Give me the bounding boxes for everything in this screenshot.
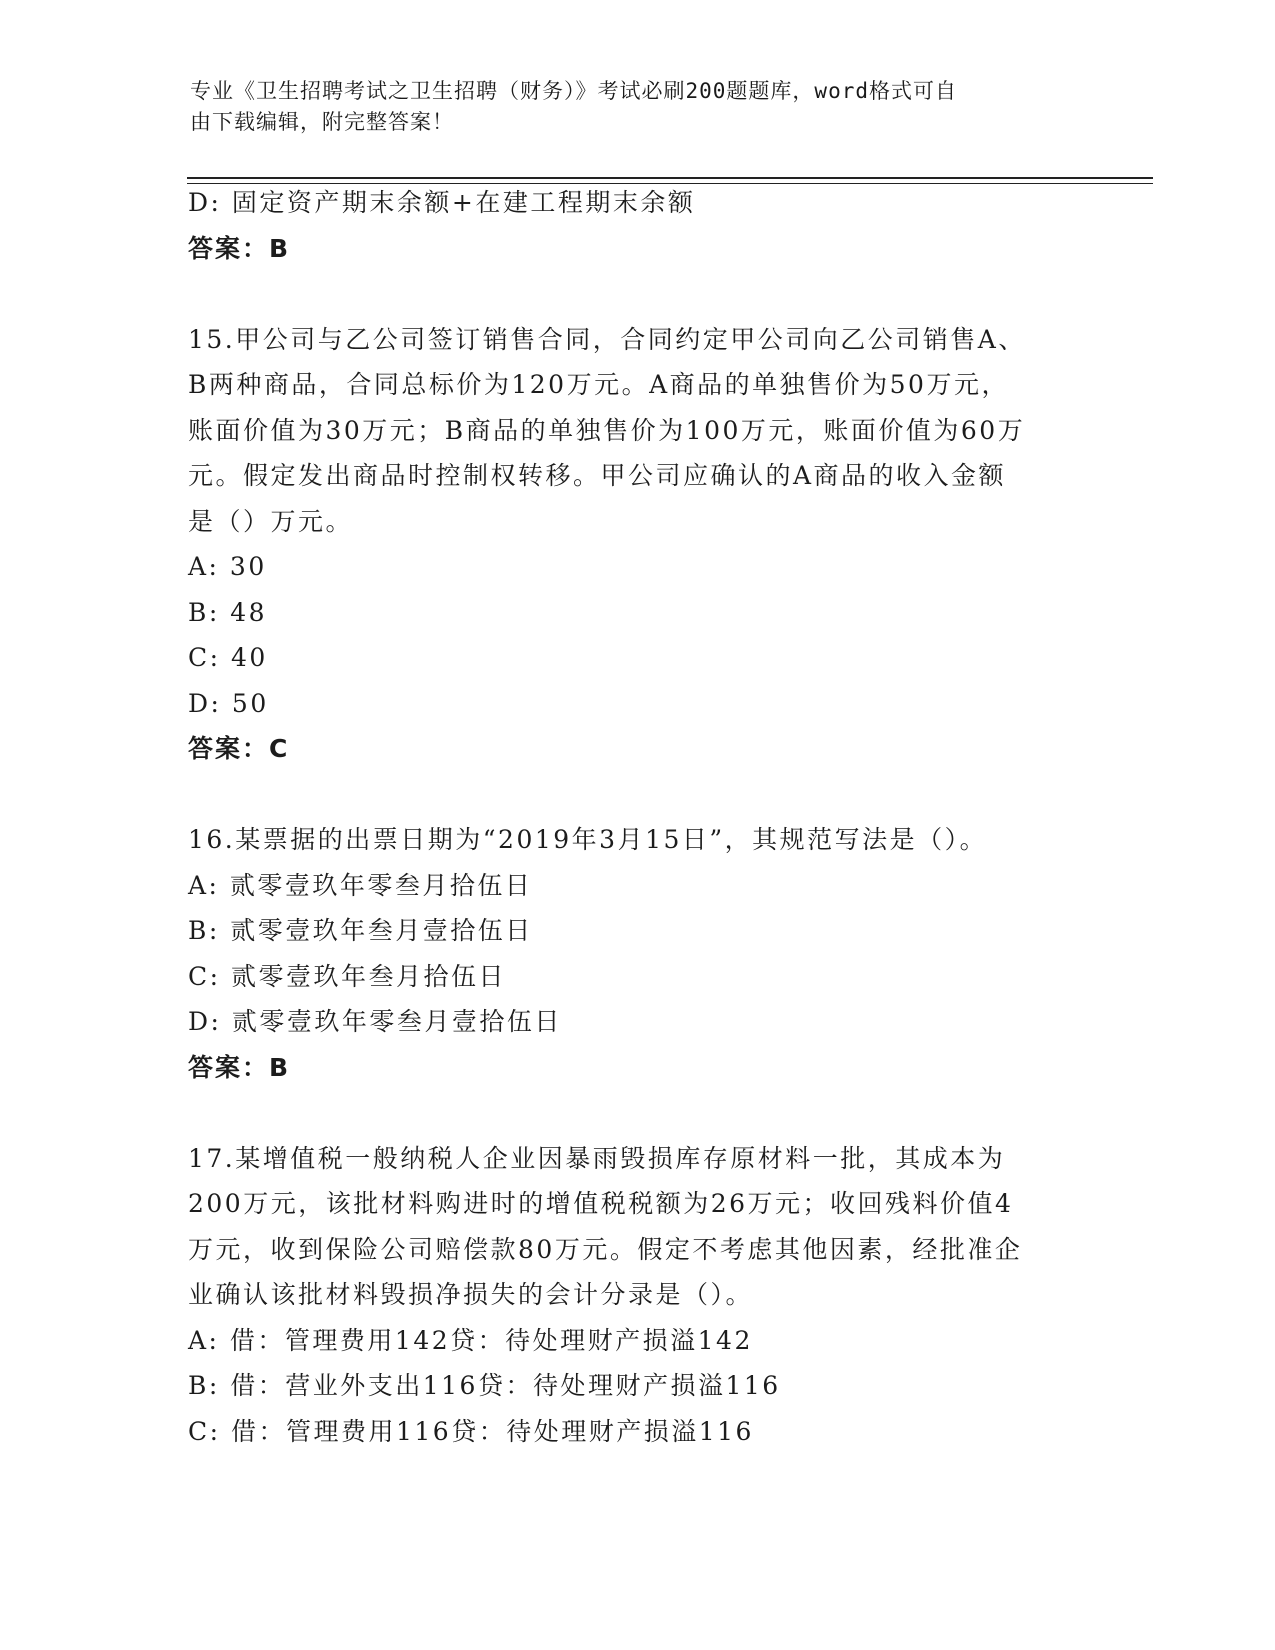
q15-option-d: D: 50 [188,688,269,718]
header-line-1: 专业《卫生招聘考试之卫生招聘（财务）》考试必刷200题题库，word格式可自 [190,79,957,103]
q16-option-b: B: 贰零壹玖年叁月壹拾伍日 [188,916,533,945]
q15-answer: 答案：C [188,734,290,763]
q15-option-c: C: 40 [188,643,268,672]
q16-stem-line: 16.某票据的出票日期为“2019年3月15日”，其规范写法是（）。 [188,825,988,854]
prev-option-d: D: 固定资产期末余额+在建工程期末余额 [188,188,696,217]
q16-option-d: D: 贰零壹玖年零叁月壹拾伍日 [188,1007,562,1036]
q17-stem-line: 17.某增值税一般纳税人企业因暴雨毁损库存原材料一批，其成本为 [188,1143,1006,1173]
spacer [188,271,1088,317]
q15-stem-line: 15.甲公司与乙公司签订销售合同，合同约定甲公司向乙公司销售A、 [188,324,1026,354]
spacer [188,772,1088,818]
q17-option-a: A: 借：管理费用142贷：待处理财产损溢142 [188,1325,753,1355]
q15-option-b: B: 48 [188,597,268,627]
q17-option-c: C: 借：管理费用116贷：待处理财产损溢116 [188,1416,754,1446]
q15-stem-line: 账面价值为30万元；B商品的单独售价为100万元，账面价值为60万 [188,415,1026,445]
q17-stem-line: 业确认该批材料毁损净损失的会计分录是（）。 [188,1280,754,1309]
prev-answer: 答案：B [188,233,291,263]
header-rule-thick [187,177,1153,179]
q15-option-a: A: 30 [188,552,267,581]
q17-stem-line: 200万元，该批材料购进时的增值税税额为26万元；收回残料价值4 [188,1189,1014,1218]
header-line-2: 由下载编辑，附完整答案！ [190,110,454,134]
q15-stem-line: B两种商品，合同总标价为120万元。A商品的单独售价为50万元， [188,370,1009,399]
document-header [190,76,1070,138]
question-body [188,180,1088,1454]
q16-option-c: C: 贰零壹玖年叁月拾伍日 [188,961,506,991]
q15-stem-line: 元。假定发出商品时控制权转移。甲公司应确认的A商品的收入金额 [188,461,1007,490]
question-15 [188,317,1088,772]
question-17 [188,1136,1088,1455]
q17-option-b: B: 借：营业外支出116贷：待处理财产损溢116 [188,1371,781,1400]
q15-stem-line: 是（）万元。 [188,506,354,536]
question-16 [188,817,1088,1090]
q17-stem-line: 万元，收到保险公司赔偿款80万元。假定不考虑其他因素，经批准企 [188,1234,1023,1264]
q16-option-a: A: 贰零壹玖年零叁月拾伍日 [188,870,533,900]
spacer [188,1090,1088,1136]
q16-answer: 答案：B [188,1052,291,1082]
